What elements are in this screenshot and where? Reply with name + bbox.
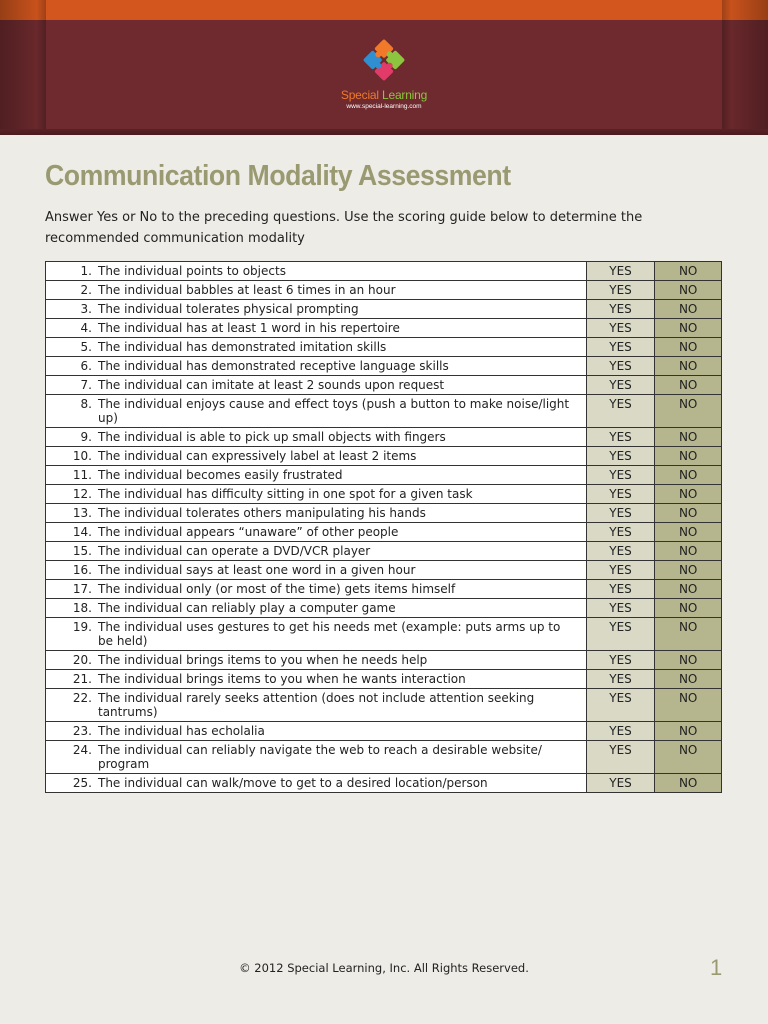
page-title: Communication Modality Assessment — [45, 160, 511, 192]
question-number: 24. — [72, 743, 92, 757]
question-row — [46, 670, 722, 689]
no-cell[interactable]: NO — [655, 542, 722, 561]
question-cell — [46, 466, 587, 485]
question-cell — [46, 300, 587, 319]
no-cell[interactable]: NO — [655, 580, 722, 599]
question-number: 7. — [80, 378, 92, 392]
question-text: The individual can reliably navigate the web to reach a desirable website/ program — [98, 743, 542, 771]
question-cell — [46, 741, 587, 774]
question-cell — [46, 689, 587, 722]
question-row — [46, 774, 722, 793]
question-number: 3. — [80, 302, 92, 316]
question-row — [46, 599, 722, 618]
question-text: The individual rarely seeks attention (does not include attention seeking tantrums) — [98, 691, 535, 719]
question-text: The individual becomes easily frustrated — [98, 468, 343, 482]
question-number: 4. — [80, 321, 92, 335]
question-number: 25. — [72, 776, 92, 790]
yes-cell[interactable]: YES — [586, 428, 655, 447]
yes-cell[interactable]: YES — [586, 466, 655, 485]
question-text: The individual has demonstrated receptive language skills — [98, 359, 449, 373]
yes-cell[interactable]: YES — [586, 542, 655, 561]
question-cell — [46, 262, 587, 281]
question-number: 2. — [80, 283, 92, 297]
question-number: 21. — [72, 672, 92, 686]
yes-cell[interactable]: YES — [586, 523, 655, 542]
question-number: 8. — [80, 397, 92, 411]
no-cell[interactable]: NO — [655, 561, 722, 580]
question-row — [46, 428, 722, 447]
yes-cell[interactable]: YES — [586, 281, 655, 300]
no-cell[interactable]: NO — [655, 281, 722, 300]
no-cell[interactable]: NO — [655, 395, 722, 428]
yes-cell[interactable]: YES — [586, 504, 655, 523]
question-number: 17. — [72, 582, 92, 596]
no-cell[interactable]: NO — [655, 357, 722, 376]
question-cell — [46, 357, 587, 376]
no-cell[interactable]: NO — [655, 504, 722, 523]
question-cell — [46, 618, 587, 651]
question-text: The individual can walk/move to get to a desired location/person — [98, 776, 488, 790]
assessment-table — [45, 261, 722, 793]
question-text: The individual has demonstrated imitation skills — [98, 340, 387, 354]
question-number: 9. — [80, 430, 92, 444]
logo-url: www.special-learning.com — [346, 103, 422, 110]
instructions: Answer Yes or No to the preceding questions. Use the scoring guide below to determine the recommended communication modality — [45, 210, 643, 246]
question-number: 20. — [72, 653, 92, 667]
question-number: 16. — [72, 563, 92, 577]
question-cell — [46, 722, 587, 741]
question-text: The individual appears “unaware” of other people — [98, 525, 399, 539]
question-text: The individual is able to pick up small objects with fingers — [98, 430, 446, 444]
question-text: The individual only (or most of the time) gets items himself — [98, 582, 456, 596]
assessment-table-body — [46, 262, 722, 793]
question-text: The individual has difficulty sitting in one spot for a given task — [98, 487, 473, 501]
yes-cell[interactable]: YES — [586, 618, 655, 651]
question-row — [46, 300, 722, 319]
question-row — [46, 319, 722, 338]
no-cell[interactable]: NO — [655, 466, 722, 485]
no-cell[interactable]: NO — [655, 300, 722, 319]
question-row — [46, 689, 722, 722]
question-number: 11. — [72, 468, 92, 482]
question-cell — [46, 428, 587, 447]
yes-cell[interactable]: YES — [586, 651, 655, 670]
question-number: 1. — [80, 264, 92, 278]
question-number: 19. — [72, 620, 92, 634]
logo-name: Special Learning — [340, 88, 428, 102]
banner-bottom-edge — [0, 129, 768, 135]
question-number: 14. — [72, 525, 92, 539]
question-text: The individual has echolalia — [98, 724, 265, 738]
copyright-footer: © 2012 Special Learning, Inc. All Rights Reserved. — [239, 961, 529, 975]
question-row — [46, 485, 722, 504]
yes-cell[interactable]: YES — [586, 561, 655, 580]
question-text: The individual tolerates physical prompting — [98, 302, 359, 316]
no-cell[interactable]: NO — [655, 447, 722, 466]
question-text: The individual can expressively label at least 2 items — [98, 449, 417, 463]
no-cell[interactable]: NO — [655, 618, 722, 651]
question-row — [46, 281, 722, 300]
question-text: The individual brings items to you when he wants interaction — [98, 672, 466, 686]
question-cell — [46, 376, 587, 395]
no-cell[interactable]: NO — [655, 670, 722, 689]
question-cell — [46, 599, 587, 618]
no-cell[interactable]: NO — [655, 722, 722, 741]
yes-cell[interactable]: YES — [586, 357, 655, 376]
question-text: The individual babbles at least 6 times in an hour — [98, 283, 396, 297]
question-number: 5. — [80, 340, 92, 354]
no-cell[interactable]: NO — [655, 485, 722, 504]
question-number: 15. — [72, 544, 92, 558]
question-cell — [46, 523, 587, 542]
no-cell[interactable]: NO — [655, 428, 722, 447]
question-text: The individual points to objects — [98, 264, 286, 278]
logo — [334, 34, 434, 110]
yes-cell[interactable]: YES — [586, 485, 655, 504]
question-number: 13. — [72, 506, 92, 520]
question-cell — [46, 395, 587, 428]
no-cell[interactable]: NO — [655, 376, 722, 395]
question-number: 18. — [72, 601, 92, 615]
question-row — [46, 651, 722, 670]
question-number: 23. — [72, 724, 92, 738]
yes-cell[interactable]: YES — [586, 722, 655, 741]
yes-cell[interactable]: YES — [586, 338, 655, 357]
question-cell — [46, 485, 587, 504]
question-text: The individual says at least one word in a given hour — [98, 563, 416, 577]
yes-cell[interactable]: YES — [586, 741, 655, 774]
no-cell[interactable]: NO — [655, 774, 722, 793]
header-banner — [0, 0, 768, 135]
question-text: The individual uses gestures to get his needs met (example: puts arms up to be held) — [98, 620, 561, 648]
question-cell — [46, 580, 587, 599]
question-row — [46, 466, 722, 485]
question-row — [46, 447, 722, 466]
question-cell — [46, 774, 587, 793]
no-cell[interactable]: NO — [655, 599, 722, 618]
yes-cell[interactable]: YES — [586, 670, 655, 689]
banner-shade-left — [0, 0, 46, 135]
question-text: The individual can operate a DVD/VCR player — [98, 544, 371, 558]
yes-cell[interactable]: YES — [586, 300, 655, 319]
yes-cell[interactable]: YES — [586, 447, 655, 466]
question-text: The individual has at least 1 word in his repertoire — [98, 321, 400, 335]
question-number: 12. — [72, 487, 92, 501]
puzzle-logo-icon — [358, 34, 410, 86]
question-text: The individual brings items to you when he needs help — [98, 653, 428, 667]
question-cell — [46, 281, 587, 300]
yes-cell[interactable]: YES — [586, 599, 655, 618]
question-number: 10. — [72, 449, 92, 463]
question-cell — [46, 319, 587, 338]
no-cell[interactable]: NO — [655, 319, 722, 338]
question-row — [46, 262, 722, 281]
no-cell[interactable]: NO — [655, 262, 722, 281]
no-cell[interactable]: NO — [655, 338, 722, 357]
question-row — [46, 504, 722, 523]
question-row — [46, 722, 722, 741]
question-cell — [46, 561, 587, 580]
question-cell — [46, 542, 587, 561]
page-number: 1 — [710, 955, 723, 980]
question-cell — [46, 338, 587, 357]
yes-cell[interactable]: YES — [586, 319, 655, 338]
question-row — [46, 338, 722, 357]
question-cell — [46, 651, 587, 670]
question-row — [46, 357, 722, 376]
question-text: The individual can imitate at least 2 sounds upon request — [98, 378, 445, 392]
question-row — [46, 376, 722, 395]
yes-cell[interactable]: YES — [586, 262, 655, 281]
yes-cell[interactable]: YES — [586, 689, 655, 722]
no-cell[interactable]: NO — [655, 741, 722, 774]
question-text: The individual enjoys cause and effect toys (push a button to make noise/light up) — [98, 397, 570, 425]
question-number: 6. — [80, 359, 92, 373]
header-stripe — [0, 0, 768, 20]
question-row — [46, 618, 722, 651]
yes-cell[interactable]: YES — [586, 774, 655, 793]
question-row — [46, 580, 722, 599]
no-cell[interactable]: NO — [655, 523, 722, 542]
yes-cell[interactable]: YES — [586, 395, 655, 428]
question-text: The individual can reliably play a computer game — [98, 601, 396, 615]
question-cell — [46, 670, 587, 689]
question-row — [46, 395, 722, 428]
question-number: 22. — [72, 691, 92, 705]
question-cell — [46, 447, 587, 466]
question-row — [46, 561, 722, 580]
no-cell[interactable]: NO — [655, 689, 722, 722]
yes-cell[interactable]: YES — [586, 376, 655, 395]
no-cell[interactable]: NO — [655, 651, 722, 670]
question-row — [46, 523, 722, 542]
question-row — [46, 741, 722, 774]
question-cell — [46, 504, 587, 523]
banner-shade-right — [722, 0, 768, 135]
question-text: The individual tolerates others manipulating his hands — [98, 506, 426, 520]
yes-cell[interactable]: YES — [586, 580, 655, 599]
question-row — [46, 542, 722, 561]
